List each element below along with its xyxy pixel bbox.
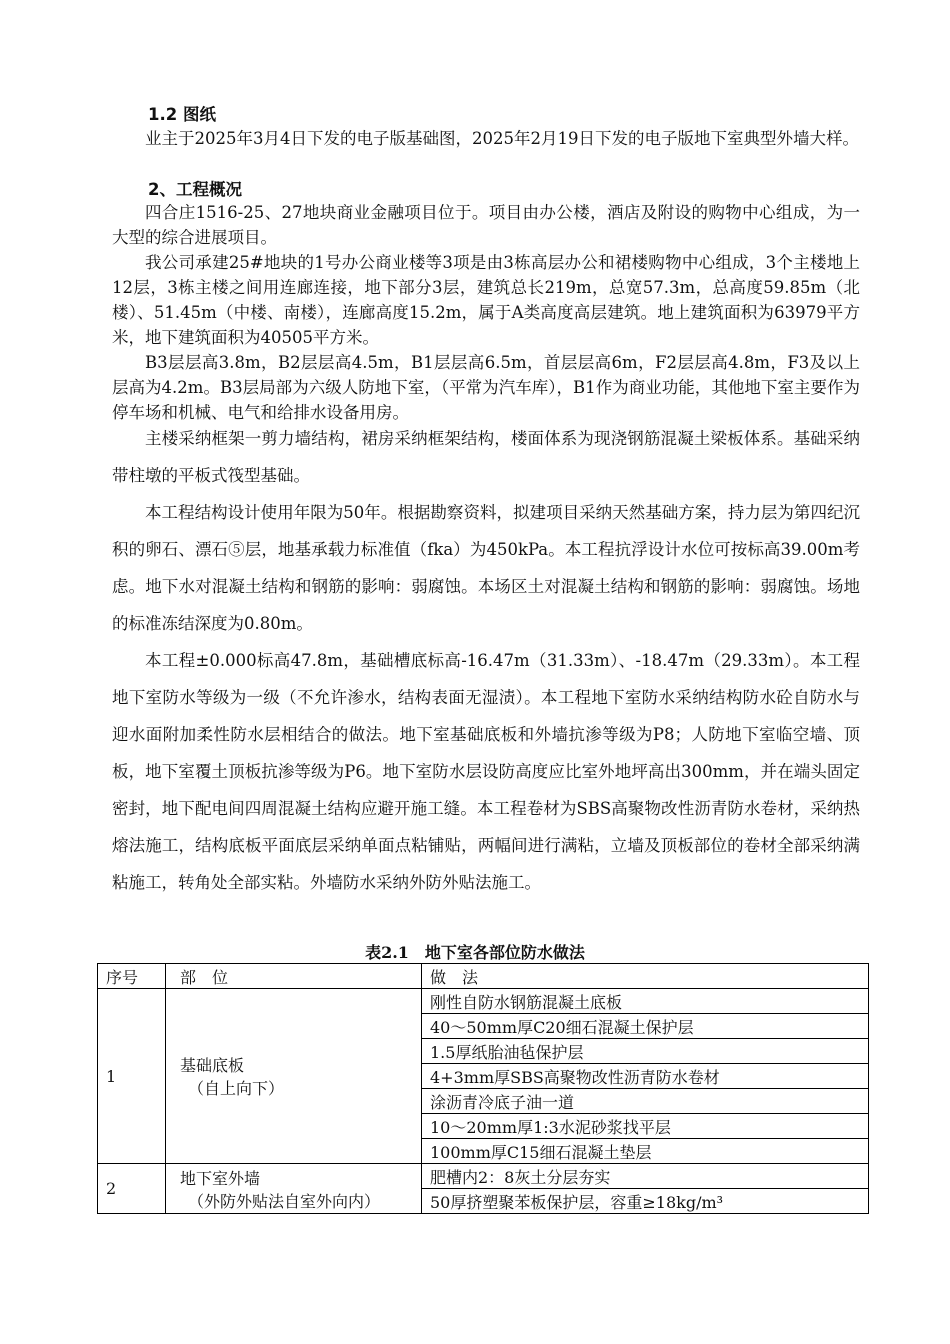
overview-tight-block [112, 200, 860, 425]
part-sub: （外防外贴法自室外向内） [188, 1191, 381, 1211]
header-method: 做 法 [422, 964, 869, 989]
method-cell: 40～50mm厚C20细石混凝土保护层 [422, 1014, 869, 1039]
paragraph: 四合庄1516-25、27地块商业金融项目位于。项目由办公楼，酒店及附设的购物中心组成，为一大型的综合进展项目。 [112, 203, 860, 247]
header-no: 序号 [98, 964, 166, 989]
paragraph: 本工程结构设计使用年限为50年。根据勘察资料，拟建项目采纳天然基础方案，持力层为第四纪沉积的卵石、漂石⑤层，地基承载力标准值（fka）为450kPa。本工程抗浮设计水位可按标高39.00m考虑。地下水对混凝土结构和钢筋的影响：弱腐蚀。本场区土对混凝土结构和钢筋的影响：弱腐蚀。场地的标准冻结深度为0.80m。 [112, 503, 860, 633]
method-cell: 肥槽内2：8灰土分层夯实 [422, 1164, 869, 1189]
paragraph: B3层层高3.8m，B2层层高4.5m，B1层层高6.5m，首层层高6m，F2层层高4.8m，F3及以上层高为4.2m。B3层局部为六级人防地下室，（平常为汽车库），B1作为商业功能，其他地下室主要作为停车场和机械、电气和给排水设备用房。 [112, 353, 860, 422]
part-name: 基础底板 [180, 1056, 245, 1075]
waterproofing-table [97, 963, 869, 1214]
part-name: 地下室外墙 [180, 1168, 261, 1188]
row-part [166, 1164, 422, 1214]
header-part: 部 位 [166, 964, 422, 989]
paragraph: 主楼采纳框架一剪力墙结构，裙房采纳框架结构，楼面体系为现浇钢筋混凝土梁板体系。基础采纳带柱墩的平板式筏型基础。 [112, 429, 860, 485]
table-row [98, 1164, 869, 1189]
table-header-row [98, 964, 869, 989]
row-part [166, 989, 422, 1164]
overview-loose-block [112, 420, 860, 901]
method-cell: 1.5厚纸胎油毡保护层 [422, 1039, 869, 1064]
section-heading-drawings: 1.2 图纸 [148, 105, 216, 124]
paragraph: 业主于2025年3月4日下发的电子版基础图，2025年2月19日下发的电子版地下室典型外墙大样。 [145, 129, 859, 148]
method-cell: 50厚挤塑聚苯板保护层，容重≥18kg/m³ [422, 1189, 869, 1214]
method-cell: 100mm厚C15细石混凝土垫层 [422, 1139, 869, 1164]
method-cell: 10～20mm厚1:3水泥砂浆找平层 [422, 1114, 869, 1139]
row-no: 1 [98, 989, 166, 1164]
method-cell: 刚性自防水钢筋混凝土底板 [422, 989, 869, 1014]
section-heading-overview: 2、工程概况 [148, 180, 242, 199]
drawings-paragraph [112, 126, 860, 151]
method-cell: 4+3mm厚SBS高聚物改性沥青防水卷材 [422, 1064, 869, 1089]
part-sub: （自上向下） [188, 1079, 285, 1098]
row-no: 2 [98, 1164, 166, 1214]
method-cell: 涂沥青冷底子油一道 [422, 1089, 869, 1114]
table-row [98, 989, 869, 1014]
table-caption: 表2.1 地下室各部位防水做法 [365, 943, 585, 962]
paragraph: 我公司承建25#地块的1号办公商业楼等3项是由3栋高层办公和裙楼购物中心组成，3个主楼地上12层，3栋主楼之间用连廊连接，地下部分3层，建筑总长219m，总宽57.3m，总高度59.85m（北楼）、51.45m（中楼、南楼），连廊高度15.2m，属于A类高度高层建筑。地上建筑面积为63979平方米，地下建筑面积为40505平方米。 [112, 253, 860, 347]
paragraph: 本工程±0.000标高47.8m，基础槽底标高-16.47m（31.33m）、-18.47m（29.33m）。本工程地下室防水等级为一级（不允许渗水，结构表面无湿渍）。本工程地下室防水采纳结构防水砼自防水与迎水面附加柔性防水层相结合的做法。地下室基础底板和外墙抗渗等级为P8；人防地下室临空墙、顶板，地下室覆土顶板抗渗等级为P6。地下室防水层设防高度应比室外地坪高出300mm，并在端头固定密封，地下配电间四周混凝土结构应避开施工缝。本工程卷材为SBS高聚物改性沥青防水卷材，采纳热熔法施工，结构底板平面底层采纳单面点粘铺贴，两幅间进行满粘，立墙及顶板部位的卷材全部采纳满粘施工，转角处全部实粘。外墙防水采纳外防外贴法施工。 [112, 651, 860, 892]
